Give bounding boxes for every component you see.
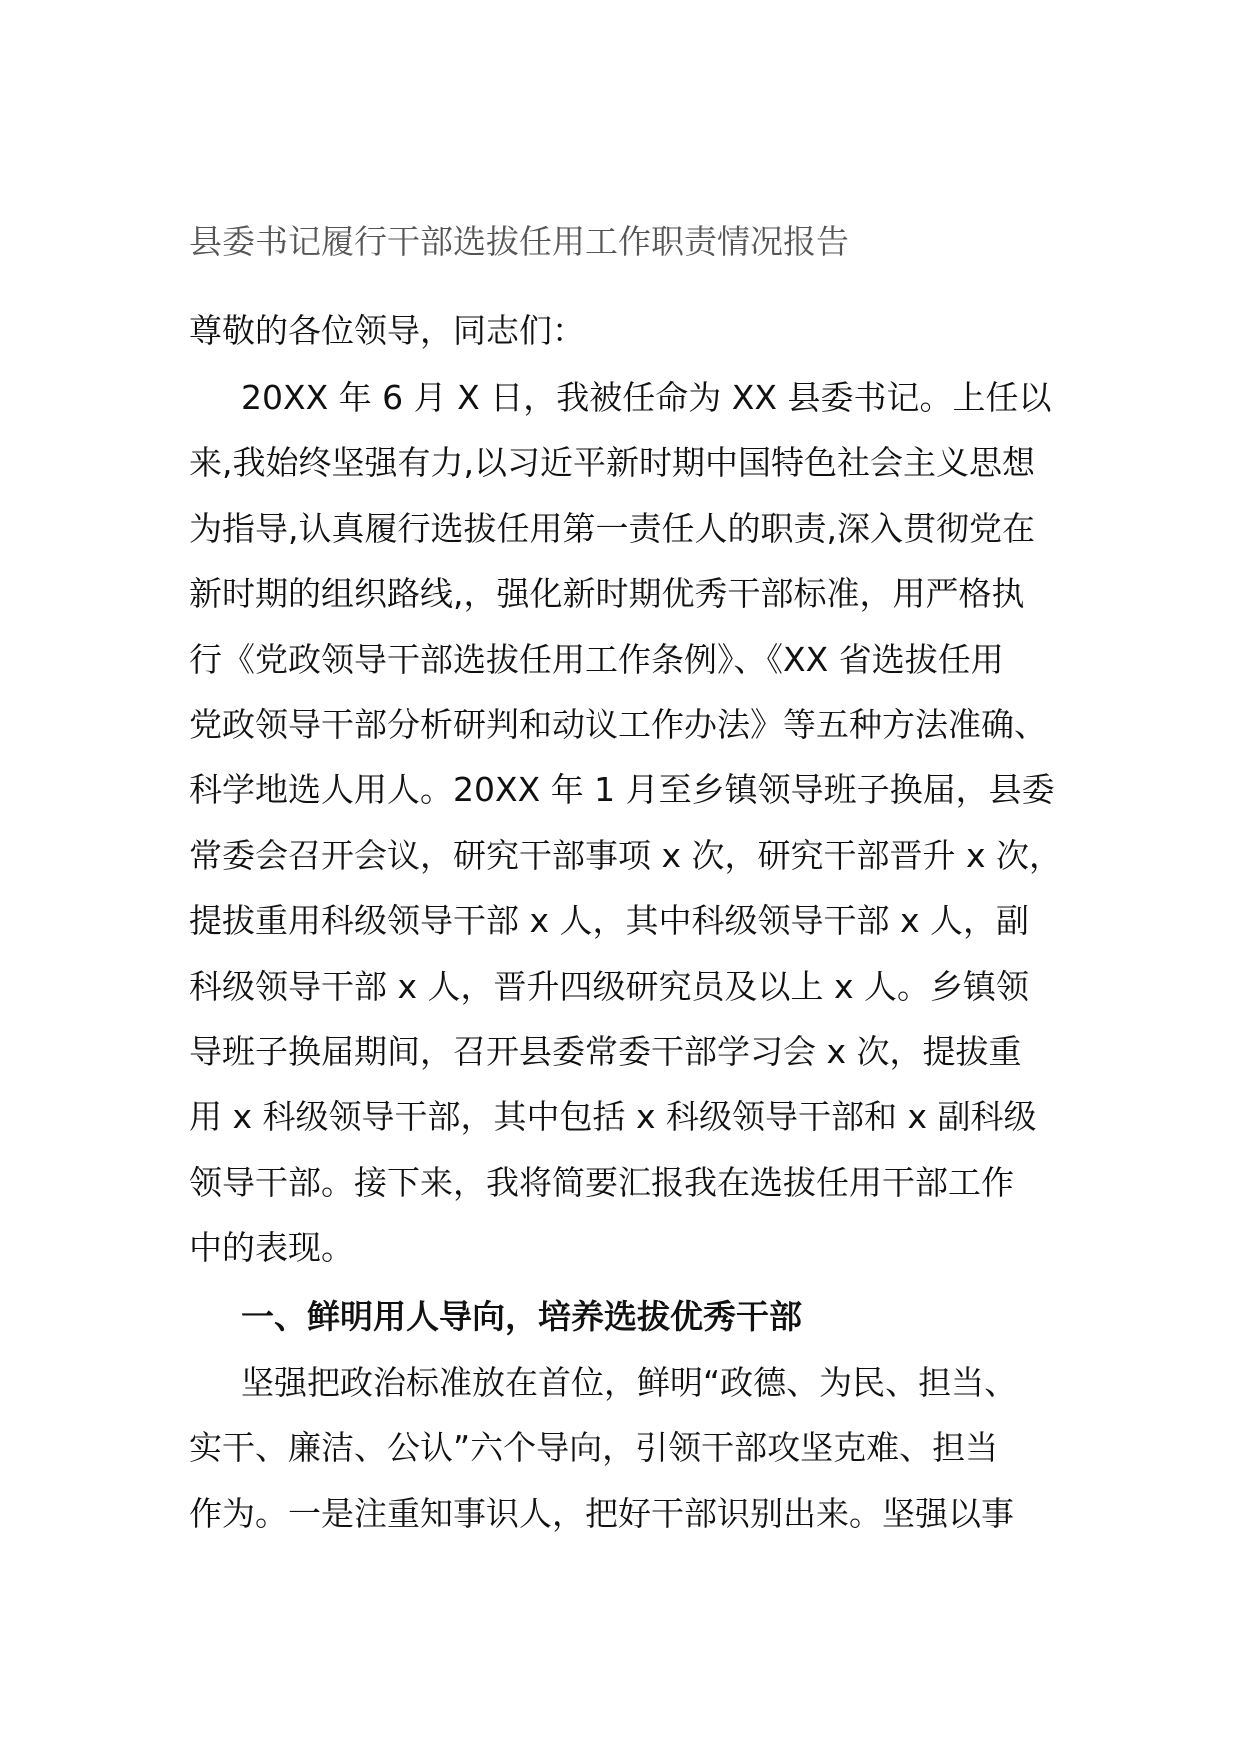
text-line: 新时期的组织路线,，强化新时期优秀干部标准，用严格执 [189, 574, 1025, 614]
text-line: 中的表现。 [189, 1228, 354, 1268]
text-line: 来,我始终坚强有力,以习近平新时期中国特色社会主义思想 [189, 443, 1035, 483]
text-line: 导班子换届期间，召开县委常委干部学习会 x 次，提拔重 [189, 1031, 1022, 1071]
paragraph-section1 [189, 1350, 1089, 1546]
paragraph-intro [189, 365, 1089, 1280]
section-heading [189, 1284, 1089, 1349]
text-line: 为指导,认真履行选拔任用第一责任人的职责,深入贯彻党在 [189, 508, 1035, 548]
text-line: 科学地选人用人。20XX 年 1 月至乡镇领导班子换届，县委 [189, 770, 1055, 810]
text-line: 行《党政领导干部选拔任用工作条例》、《XX 省选拔任用 [189, 639, 1004, 679]
text-line: 提拔重用科级领导干部 x 人，其中科级领导干部 x 人，副 [189, 901, 1030, 941]
text-line: 用 x 科级领导干部，其中包括 x 科级领导干部和 x 副科级 [189, 1097, 1037, 1137]
text-line: 坚强把政治标准放在首位，鲜明“政德、为民、担当、 [241, 1363, 1018, 1402]
text-line: 领导干部。接下来，我将简要汇报我在选拔任用干部工作 [189, 1162, 1014, 1202]
text-line: 党政领导干部分析研判和动议工作办法》等五种方法准确、 [189, 704, 1047, 744]
text-line: 20XX 年 6 月 X 日，我被任命为 XX 县委书记。上任以 [241, 378, 1052, 417]
heading-text: 一、鲜明用人导向，培养选拔优秀干部 [241, 1297, 802, 1336]
greeting: 尊敬的各位领导，同志们： [189, 311, 585, 350]
text-line: 作为。一是注重知事识人，把好干部识别出来。坚强以事 [189, 1493, 1014, 1533]
document-title: 县委书记履行干部选拔任用工作职责情况报告 [189, 222, 849, 261]
text-line: 科级领导干部 x 人，晋升四级研究员及以上 x 人。乡镇领 [189, 966, 1030, 1006]
text-line: 常委会召开会议，研究干部事项 x 次，研究干部晋升 x 次， [189, 835, 1063, 875]
text-line: 实干、廉洁、公认”六个导向，引领干部攻坚克难、担当 [189, 1428, 999, 1468]
